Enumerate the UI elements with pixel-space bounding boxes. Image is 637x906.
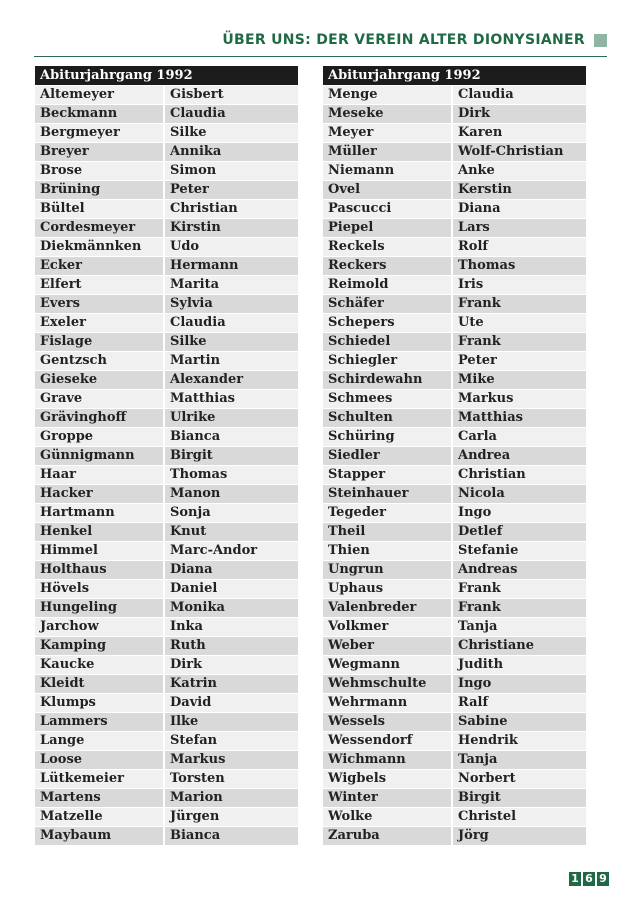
table-row bbox=[35, 181, 298, 199]
firstname-cell: Sabine bbox=[453, 713, 586, 731]
firstname-cell: Tanja bbox=[453, 751, 586, 769]
surname-cell: Tegeder bbox=[323, 504, 451, 522]
surname-cell: Theil bbox=[323, 523, 451, 541]
table-row bbox=[323, 238, 586, 256]
surname-cell: Thien bbox=[323, 542, 451, 560]
firstname-cell: Kerstin bbox=[453, 181, 586, 199]
table-row bbox=[323, 561, 586, 579]
table-row bbox=[323, 485, 586, 503]
firstname-cell: Annika bbox=[165, 143, 298, 161]
surname-cell: Schäfer bbox=[323, 295, 451, 313]
firstname-cell: Hermann bbox=[165, 257, 298, 275]
surname-cell: Fislage bbox=[35, 333, 163, 351]
table-row bbox=[323, 295, 586, 313]
surname-cell: Schiegler bbox=[323, 352, 451, 370]
table-row bbox=[35, 333, 298, 351]
surname-cell: Kamping bbox=[35, 637, 163, 655]
surname-cell: Klumps bbox=[35, 694, 163, 712]
firstname-cell: Mike bbox=[453, 371, 586, 389]
table-row bbox=[35, 789, 298, 807]
surname-cell: Haar bbox=[35, 466, 163, 484]
surname-cell: Lütkemeier bbox=[35, 770, 163, 788]
surname-cell: Ecker bbox=[35, 257, 163, 275]
surname-cell: Grävinghoff bbox=[35, 409, 163, 427]
surname-cell: Henkel bbox=[35, 523, 163, 541]
firstname-cell: Marc-Andor bbox=[165, 542, 298, 560]
firstname-cell: Frank bbox=[453, 333, 586, 351]
firstname-cell: Dirk bbox=[165, 656, 298, 674]
surname-cell: Steinhauer bbox=[323, 485, 451, 503]
surname-cell: Exeler bbox=[35, 314, 163, 332]
table-row bbox=[35, 542, 298, 560]
surname-cell: Zaruba bbox=[323, 827, 451, 845]
table-row bbox=[323, 124, 586, 142]
firstname-cell: Knut bbox=[165, 523, 298, 541]
firstname-cell: Simon bbox=[165, 162, 298, 180]
table-row bbox=[35, 276, 298, 294]
table-row bbox=[323, 770, 586, 788]
firstname-cell: Judith bbox=[453, 656, 586, 674]
table-row bbox=[323, 200, 586, 218]
firstname-cell: Iris bbox=[453, 276, 586, 294]
surname-cell: Schiedel bbox=[323, 333, 451, 351]
surname-cell: Himmel bbox=[35, 542, 163, 560]
surname-cell: Lange bbox=[35, 732, 163, 750]
surname-cell: Schulten bbox=[323, 409, 451, 427]
surname-cell: Breyer bbox=[35, 143, 163, 161]
surname-cell: Gieseke bbox=[35, 371, 163, 389]
surname-cell: Bergmeyer bbox=[35, 124, 163, 142]
table-row bbox=[35, 580, 298, 598]
surname-cell: Ungrun bbox=[323, 561, 451, 579]
surname-cell: Schmees bbox=[323, 390, 451, 408]
table-row bbox=[35, 637, 298, 655]
surname-cell: Volkmer bbox=[323, 618, 451, 636]
firstname-cell: Diana bbox=[165, 561, 298, 579]
surname-cell: Niemann bbox=[323, 162, 451, 180]
surname-cell: Bültel bbox=[35, 200, 163, 218]
firstname-cell: Marion bbox=[165, 789, 298, 807]
table-row bbox=[35, 523, 298, 541]
table-row bbox=[323, 428, 586, 446]
surname-cell: Schepers bbox=[323, 314, 451, 332]
firstname-cell: Frank bbox=[453, 580, 586, 598]
surname-cell: Martens bbox=[35, 789, 163, 807]
firstname-cell: Monika bbox=[165, 599, 298, 617]
firstname-cell: Ralf bbox=[453, 694, 586, 712]
surname-cell: Brüning bbox=[35, 181, 163, 199]
firstname-cell: Bianca bbox=[165, 827, 298, 845]
surname-cell: Hartmann bbox=[35, 504, 163, 522]
table-row bbox=[323, 352, 586, 370]
surname-cell: Wessendorf bbox=[323, 732, 451, 750]
table-row bbox=[323, 751, 586, 769]
surname-cell: Wehmschulte bbox=[323, 675, 451, 693]
surname-cell: Elfert bbox=[35, 276, 163, 294]
firstname-cell: Sylvia bbox=[165, 295, 298, 313]
firstname-cell: Stefan bbox=[165, 732, 298, 750]
firstname-cell: David bbox=[165, 694, 298, 712]
table-row bbox=[35, 485, 298, 503]
firstname-cell: Lars bbox=[453, 219, 586, 237]
page-number-digit: 6 bbox=[583, 872, 595, 886]
table-row bbox=[35, 105, 298, 123]
surname-cell: Altemeyer bbox=[35, 86, 163, 104]
table-row bbox=[323, 409, 586, 427]
table-row bbox=[323, 523, 586, 541]
table-row bbox=[35, 466, 298, 484]
firstname-cell: Frank bbox=[453, 295, 586, 313]
firstname-cell: Sonja bbox=[165, 504, 298, 522]
table-row bbox=[35, 827, 298, 845]
firstname-cell: Markus bbox=[165, 751, 298, 769]
table-row bbox=[35, 694, 298, 712]
firstname-cell: Inka bbox=[165, 618, 298, 636]
table-row bbox=[323, 808, 586, 826]
table-row bbox=[323, 86, 586, 104]
surname-cell: Matzelle bbox=[35, 808, 163, 826]
surname-cell: Reckers bbox=[323, 257, 451, 275]
surname-cell: Schirdewahn bbox=[323, 371, 451, 389]
table-row bbox=[35, 371, 298, 389]
surname-cell: Weber bbox=[323, 637, 451, 655]
surname-cell: Günnigmann bbox=[35, 447, 163, 465]
surname-cell: Cordesmeyer bbox=[35, 219, 163, 237]
table-row bbox=[35, 751, 298, 769]
page-header bbox=[34, 28, 607, 57]
surname-cell: Siedler bbox=[323, 447, 451, 465]
firstname-cell: Karen bbox=[453, 124, 586, 142]
surname-cell: Grave bbox=[35, 390, 163, 408]
firstname-cell: Birgit bbox=[453, 789, 586, 807]
surname-cell: Lammers bbox=[35, 713, 163, 731]
firstname-cell: Markus bbox=[453, 390, 586, 408]
firstname-cell: Jörg bbox=[453, 827, 586, 845]
table-row bbox=[323, 694, 586, 712]
firstname-cell: Claudia bbox=[165, 314, 298, 332]
table-row bbox=[323, 542, 586, 560]
table-row bbox=[35, 447, 298, 465]
table-row bbox=[35, 713, 298, 731]
firstname-cell: Tanja bbox=[453, 618, 586, 636]
firstname-cell: Claudia bbox=[453, 86, 586, 104]
firstname-cell: Hendrik bbox=[453, 732, 586, 750]
table-row bbox=[323, 732, 586, 750]
surname-cell: Holthaus bbox=[35, 561, 163, 579]
table-row bbox=[323, 314, 586, 332]
table-row bbox=[323, 675, 586, 693]
firstname-cell: Rolf bbox=[453, 238, 586, 256]
table-row bbox=[35, 656, 298, 674]
table-row bbox=[35, 390, 298, 408]
firstname-cell: Ruth bbox=[165, 637, 298, 655]
firstname-cell: Matthias bbox=[165, 390, 298, 408]
table-body bbox=[323, 86, 586, 845]
firstname-cell: Andreas bbox=[453, 561, 586, 579]
firstname-cell: Christiane bbox=[453, 637, 586, 655]
surname-cell: Diekmännken bbox=[35, 238, 163, 256]
firstname-cell: Matthias bbox=[453, 409, 586, 427]
surname-cell: Wessels bbox=[323, 713, 451, 731]
page-number-digit: 9 bbox=[597, 872, 609, 886]
table-row bbox=[35, 257, 298, 275]
surname-cell: Hungeling bbox=[35, 599, 163, 617]
firstname-cell: Christel bbox=[453, 808, 586, 826]
firstname-cell: Katrin bbox=[165, 675, 298, 693]
table-row bbox=[323, 789, 586, 807]
table-row bbox=[35, 618, 298, 636]
firstname-cell: Peter bbox=[453, 352, 586, 370]
surname-cell: Wolke bbox=[323, 808, 451, 826]
table-row bbox=[323, 181, 586, 199]
surname-cell: Ovel bbox=[323, 181, 451, 199]
surname-cell: Hacker bbox=[35, 485, 163, 503]
name-table-right bbox=[323, 66, 586, 845]
table-row bbox=[323, 276, 586, 294]
firstname-cell: Detlef bbox=[453, 523, 586, 541]
table-row bbox=[323, 162, 586, 180]
table-row bbox=[323, 447, 586, 465]
table-heading: Abiturjahrgang 1992 bbox=[35, 66, 298, 85]
firstname-cell: Silke bbox=[165, 124, 298, 142]
firstname-cell: Christian bbox=[165, 200, 298, 218]
firstname-cell: Birgit bbox=[165, 447, 298, 465]
table-row bbox=[35, 143, 298, 161]
firstname-cell: Ute bbox=[453, 314, 586, 332]
table-row bbox=[323, 599, 586, 617]
table-row bbox=[323, 637, 586, 655]
table-row bbox=[35, 295, 298, 313]
surname-cell: Piepel bbox=[323, 219, 451, 237]
firstname-cell: Diana bbox=[453, 200, 586, 218]
firstname-cell: Thomas bbox=[165, 466, 298, 484]
firstname-cell: Torsten bbox=[165, 770, 298, 788]
surname-cell: Groppe bbox=[35, 428, 163, 446]
table-row bbox=[35, 504, 298, 522]
table-row bbox=[323, 257, 586, 275]
firstname-cell: Gisbert bbox=[165, 86, 298, 104]
surname-cell: Maybaum bbox=[35, 827, 163, 845]
firstname-cell: Andrea bbox=[453, 447, 586, 465]
table-row bbox=[35, 770, 298, 788]
name-table-left bbox=[35, 66, 298, 845]
firstname-cell: Jürgen bbox=[165, 808, 298, 826]
surname-cell: Jarchow bbox=[35, 618, 163, 636]
table-row bbox=[35, 732, 298, 750]
table-row bbox=[323, 466, 586, 484]
table-row bbox=[35, 86, 298, 104]
table-row bbox=[323, 371, 586, 389]
firstname-cell: Nicola bbox=[453, 485, 586, 503]
table-row bbox=[35, 162, 298, 180]
table-row bbox=[323, 713, 586, 731]
firstname-cell: Manon bbox=[165, 485, 298, 503]
surname-cell: Evers bbox=[35, 295, 163, 313]
firstname-cell: Marita bbox=[165, 276, 298, 294]
surname-cell: Wichmann bbox=[323, 751, 451, 769]
table-row bbox=[35, 124, 298, 142]
firstname-cell: Ingo bbox=[453, 504, 586, 522]
surname-cell: Menge bbox=[323, 86, 451, 104]
surname-cell: Wehrmann bbox=[323, 694, 451, 712]
surname-cell: Pascucci bbox=[323, 200, 451, 218]
table-row bbox=[323, 105, 586, 123]
table-row bbox=[323, 143, 586, 161]
page-title: ÜBER UNS: DER VEREIN ALTER DIONYSIANER bbox=[222, 32, 585, 48]
firstname-cell: Christian bbox=[453, 466, 586, 484]
surname-cell: Wigbels bbox=[323, 770, 451, 788]
table-row bbox=[35, 314, 298, 332]
firstname-cell: Peter bbox=[165, 181, 298, 199]
surname-cell: Kaucke bbox=[35, 656, 163, 674]
table-row bbox=[323, 827, 586, 845]
surname-cell: Brose bbox=[35, 162, 163, 180]
surname-cell: Reimold bbox=[323, 276, 451, 294]
firstname-cell: Norbert bbox=[453, 770, 586, 788]
table-row bbox=[323, 390, 586, 408]
table-row bbox=[35, 561, 298, 579]
firstname-cell: Frank bbox=[453, 599, 586, 617]
header-square-ornament bbox=[594, 34, 607, 47]
table-row bbox=[323, 219, 586, 237]
firstname-cell: Ulrike bbox=[165, 409, 298, 427]
surname-cell: Uphaus bbox=[323, 580, 451, 598]
page-number bbox=[569, 872, 609, 886]
surname-cell: Stapper bbox=[323, 466, 451, 484]
surname-cell: Kleidt bbox=[35, 675, 163, 693]
firstname-cell: Ingo bbox=[453, 675, 586, 693]
table-heading: Abiturjahrgang 1992 bbox=[323, 66, 586, 85]
firstname-cell: Martin bbox=[165, 352, 298, 370]
firstname-cell: Udo bbox=[165, 238, 298, 256]
table-row bbox=[35, 409, 298, 427]
surname-cell: Beckmann bbox=[35, 105, 163, 123]
table-row bbox=[35, 238, 298, 256]
firstname-cell: Ilke bbox=[165, 713, 298, 731]
surname-cell: Hövels bbox=[35, 580, 163, 598]
firstname-cell: Daniel bbox=[165, 580, 298, 598]
page-number-digit: 1 bbox=[569, 872, 581, 886]
firstname-cell: Silke bbox=[165, 333, 298, 351]
table-row bbox=[35, 808, 298, 826]
table-row bbox=[323, 618, 586, 636]
surname-cell: Müller bbox=[323, 143, 451, 161]
surname-cell: Schüring bbox=[323, 428, 451, 446]
firstname-cell: Kirstin bbox=[165, 219, 298, 237]
surname-cell: Loose bbox=[35, 751, 163, 769]
table-row bbox=[35, 675, 298, 693]
surname-cell: Wegmann bbox=[323, 656, 451, 674]
firstname-cell: Stefanie bbox=[453, 542, 586, 560]
firstname-cell: Alexander bbox=[165, 371, 298, 389]
firstname-cell: Bianca bbox=[165, 428, 298, 446]
table-row bbox=[35, 219, 298, 237]
table-row bbox=[323, 656, 586, 674]
surname-cell: Valenbreder bbox=[323, 599, 451, 617]
surname-cell: Meyer bbox=[323, 124, 451, 142]
table-row bbox=[323, 333, 586, 351]
table-row bbox=[35, 200, 298, 218]
surname-cell: Winter bbox=[323, 789, 451, 807]
table-row bbox=[35, 599, 298, 617]
surname-cell: Reckels bbox=[323, 238, 451, 256]
firstname-cell: Claudia bbox=[165, 105, 298, 123]
surname-cell: Meseke bbox=[323, 105, 451, 123]
table-row bbox=[323, 504, 586, 522]
table-body bbox=[35, 86, 298, 845]
firstname-cell: Dirk bbox=[453, 105, 586, 123]
firstname-cell: Anke bbox=[453, 162, 586, 180]
table-row bbox=[35, 428, 298, 446]
firstname-cell: Wolf-Christian bbox=[453, 143, 586, 161]
firstname-cell: Carla bbox=[453, 428, 586, 446]
firstname-cell: Thomas bbox=[453, 257, 586, 275]
table-row bbox=[35, 352, 298, 370]
table-row bbox=[323, 580, 586, 598]
surname-cell: Gentzsch bbox=[35, 352, 163, 370]
